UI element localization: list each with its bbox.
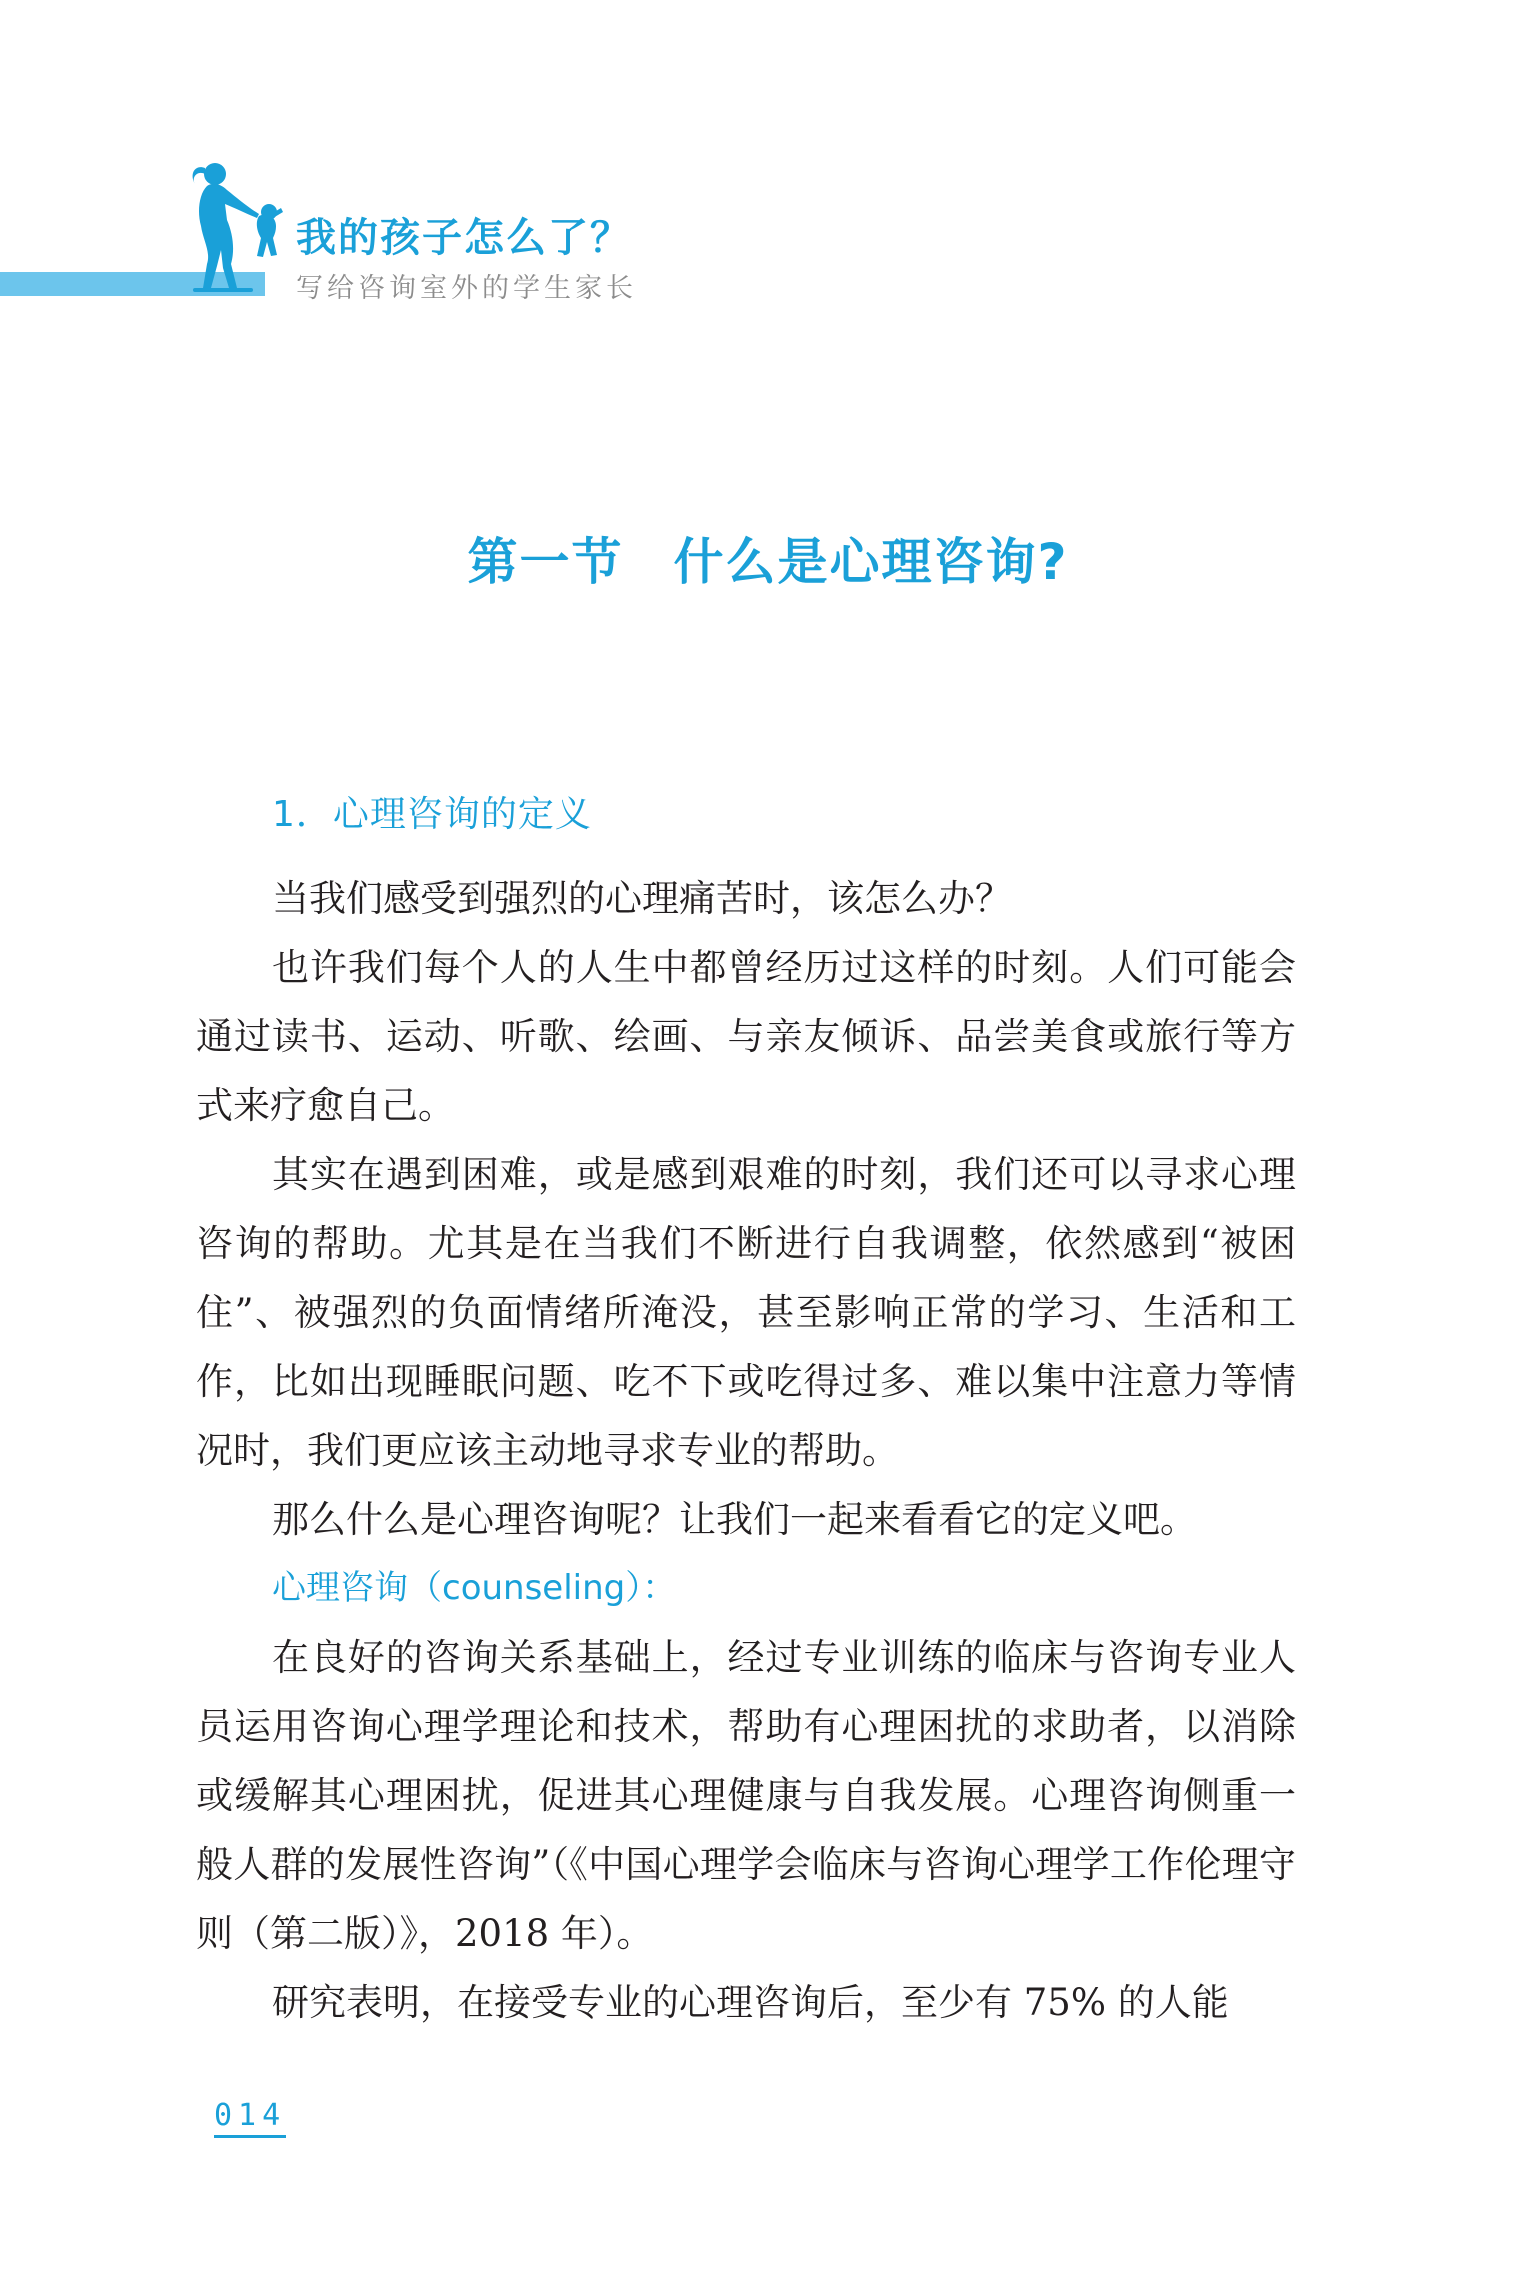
paragraph: 也许我们每个人的人生中都曾经历过这样的时刻。人们可能会通过读书、运动、听歌、绘画、与亲友倾诉、品尝美食或旅行等方式来疗愈自己。 [196, 946, 1296, 1127]
section-title: 什么是心理咨询? [673, 533, 1069, 591]
definition-text: 在良好的咨询关系基础上，经过专业训练的临床与咨询专业人员运用咨询心理学理论和技术，帮助有心理困扰的求助者，以消除或缓解其心理困扰，促进其心理健康与自我发展。心理咨询侧重一般人群的发展性咨询”（《中国心理学会临床与咨询心理学工作伦理守则（第二版）》，2018 年）。 [196, 1636, 1296, 1955]
section-heading [0, 522, 1536, 594]
paragraph: 那么什么是心理咨询呢？让我们一起来看看它的定义吧。 [272, 1498, 1197, 1541]
paragraph: 其实在遇到困难，或是感到艰难的时刻，我们还可以寻求心理咨询的帮助。尤其是在当我们不断进行自我调整，依然感到“被困住”、被强烈的负面情绪所淹没，甚至影响正常的学习、生活和工作，比如出现睡眠问题、吃不下或吃得过多、难以集中注意力等情况时，我们更应该主动地寻求专业的帮助。 [196, 1153, 1296, 1472]
subsection-heading: 1．心理咨询的定义 [272, 794, 592, 835]
book-title: 我的孩子怎么了？ [296, 215, 632, 261]
book-subtitle: 写给咨询室外的学生家长 [296, 273, 637, 304]
paragraph: 研究表明，在接受专业的心理咨询后，至少有 75% 的人能 [272, 1981, 1229, 2024]
body-text [196, 864, 1296, 2037]
definition-label: 心理咨询（counseling）： [272, 1568, 677, 1608]
page-number: 014 [214, 2098, 286, 2138]
section-number: 第一节 [467, 533, 624, 591]
mother-child-silhouette-icon [185, 160, 295, 296]
paragraph: 当我们感受到强烈的心理痛苦时，该怎么办？ [272, 877, 1012, 920]
